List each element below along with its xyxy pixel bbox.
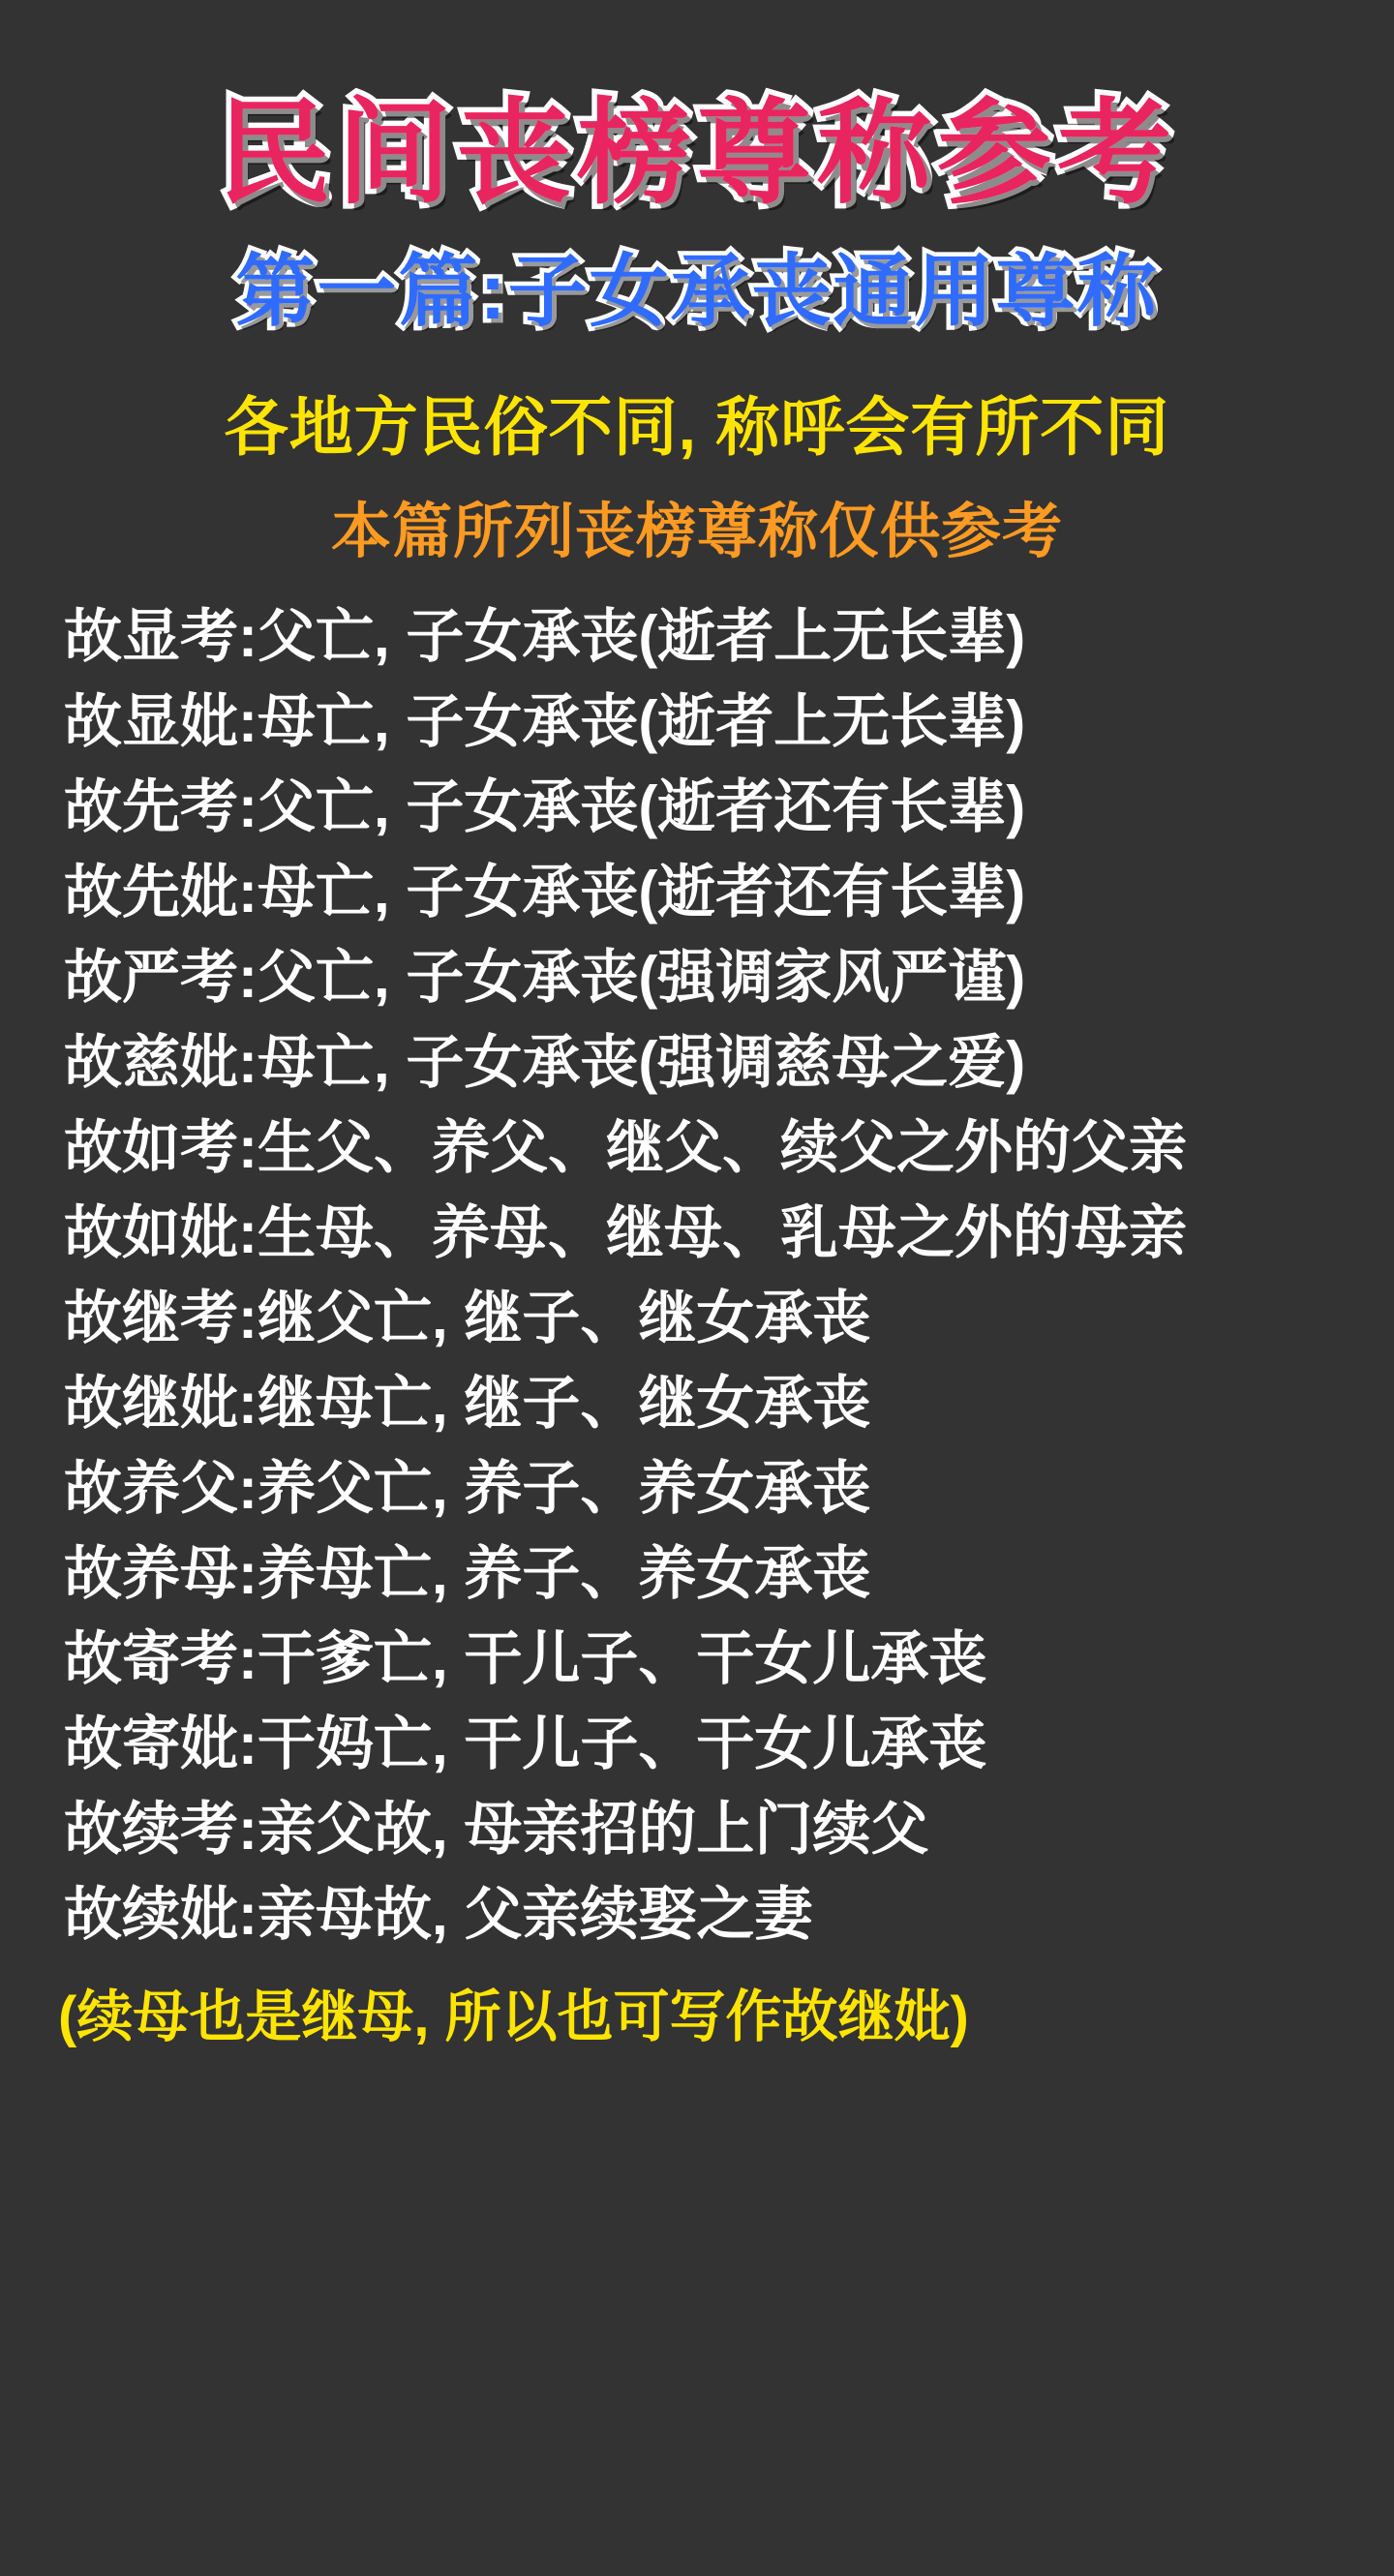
list-item: 故先妣:母亡, 子女承丧(逝者还有长辈) <box>64 859 1026 924</box>
list-item: 故如妣:生母、养母、继母、乳母之外的母亲 <box>64 1199 1187 1265</box>
list-item: 故继考:继父亡, 继子、继女承丧 <box>64 1285 871 1350</box>
list-item: 故显妣:母亡, 子女承丧(逝者上无长辈) <box>64 688 1026 754</box>
list-item: 故寄考:干爹亡, 干儿子、干女儿承丧 <box>64 1625 987 1691</box>
list-item: 故显考:父亡, 子女承丧(逝者上无长辈) <box>64 603 1026 669</box>
note-custom-varies: 各地方民俗不同, 称呼会有所不同 <box>224 390 1170 463</box>
list-item: 故养父:养父亡, 养子、养女承丧 <box>64 1455 871 1521</box>
page-subtitle: 第一篇:子女承丧通用尊称 <box>235 248 1159 337</box>
list-item: 故续妣:亲母故, 父亲续娶之妻 <box>64 1881 813 1947</box>
entry-list <box>39 594 1355 1957</box>
list-item: 故先考:父亡, 子女承丧(逝者还有长辈) <box>64 773 1026 839</box>
list-item: 故养母:养母亡, 养子、养女承丧 <box>64 1540 871 1606</box>
title-block <box>39 0 1355 337</box>
page-title: 民间丧榜尊称参考 <box>216 90 1177 218</box>
list-item: 故寄妣:干妈亡, 干儿子、干女儿承丧 <box>64 1711 987 1776</box>
list-item: 故慈妣:母亡, 子女承丧(强调慈母之爱) <box>64 1029 1026 1095</box>
list-item: 故如考:生父、养父、继父、续父之外的父亲 <box>64 1114 1187 1180</box>
list-item: 故严考:父亡, 子女承丧(强调家风严谨) <box>64 944 1026 1010</box>
note-reference-only: 本篇所列丧榜尊称仅供参考 <box>330 498 1063 565</box>
list-item: 故续考:亲父故, 母亲招的上门续父 <box>64 1796 929 1862</box>
list-item: 故继妣:继母亡, 继子、继女承丧 <box>64 1370 871 1436</box>
footer-note: (续母也是继母, 所以也可写作故继妣) <box>58 1985 969 2048</box>
